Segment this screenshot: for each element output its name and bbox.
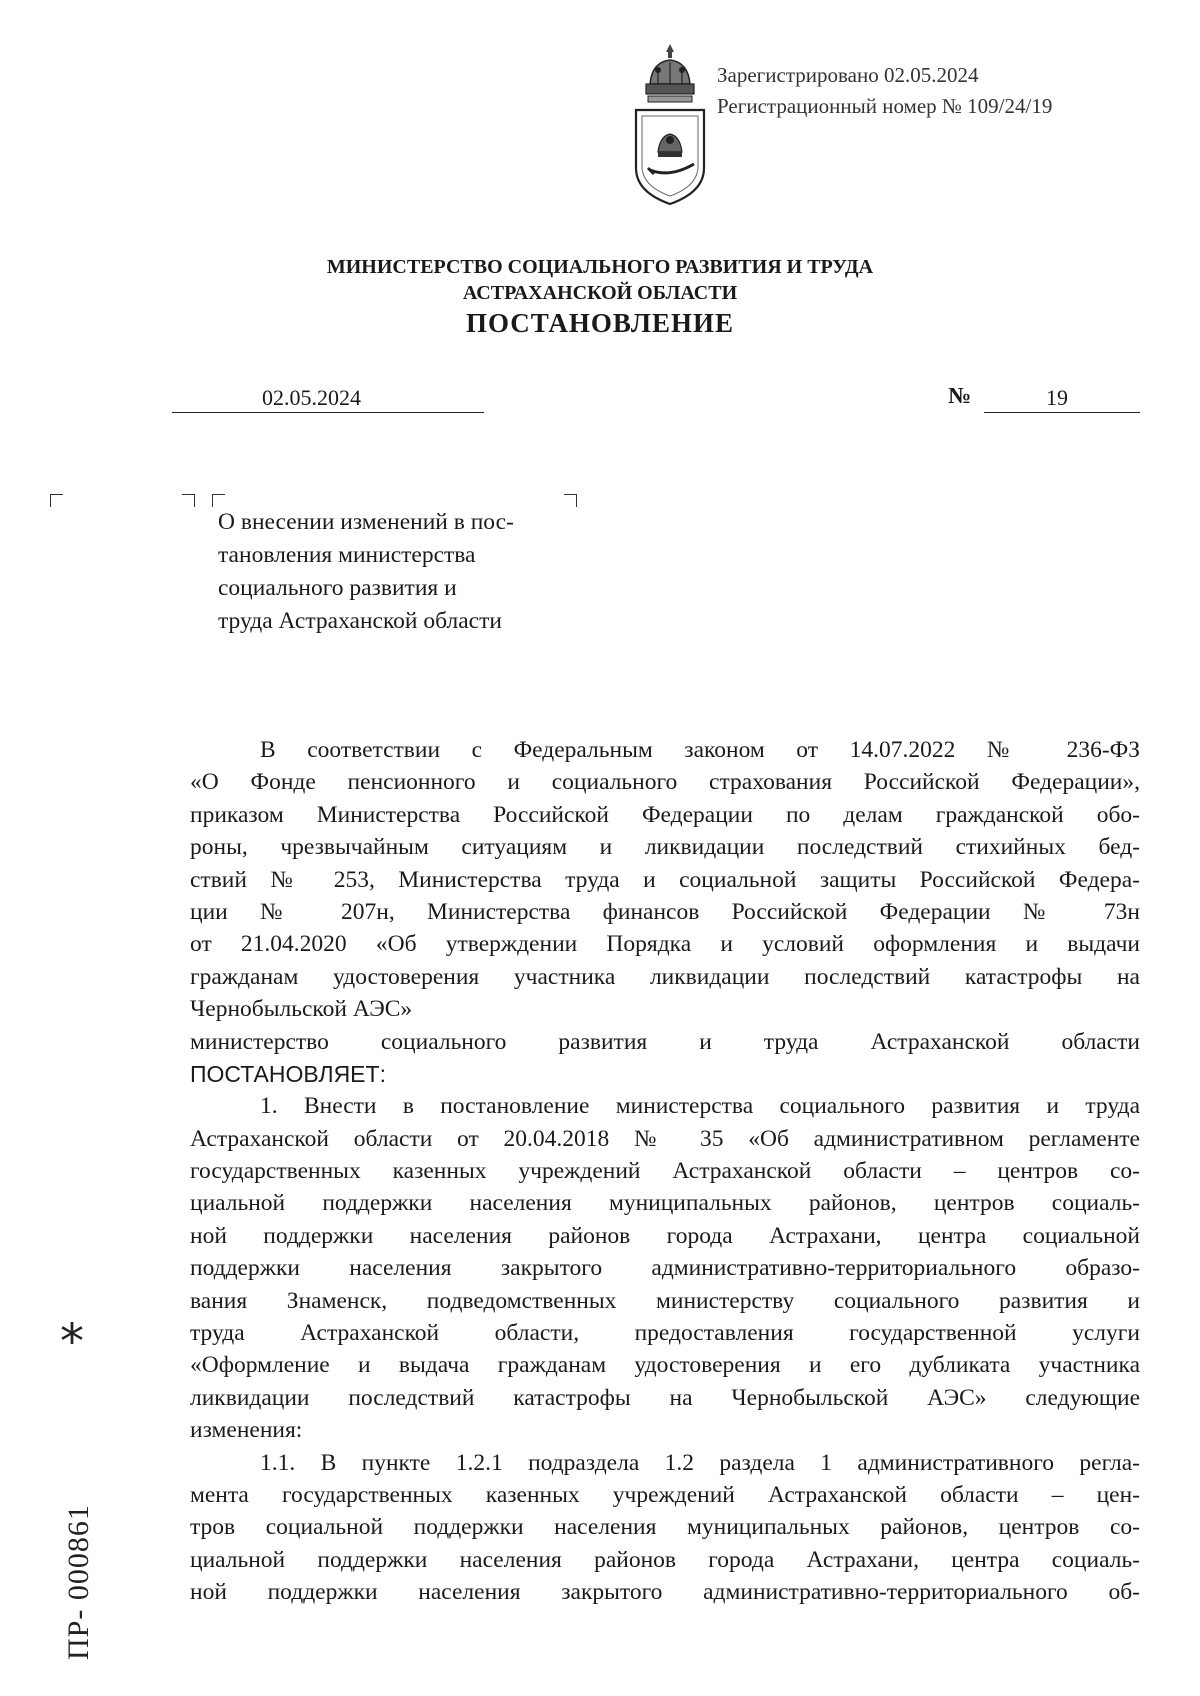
resolves-heading: ПОСТАНОВЛЯЕТ: bbox=[190, 1060, 386, 1087]
date-field bbox=[172, 384, 484, 413]
body-line: от 21.04.2020 «Об утверждении Порядка и условий оформления и выдачи bbox=[190, 931, 1140, 958]
document-date: 02.05.2024 bbox=[262, 385, 361, 410]
ministry-name-line1: МИНИСТЕРСТВО СОЦИАЛЬНОГО РАЗВИТИЯ И ТРУДА bbox=[326, 256, 874, 278]
body-line: «Оформление и выдача гражданам удостоверения и его дубликата участника bbox=[190, 1352, 1140, 1379]
subject-line: О внесении изменений в пос- bbox=[218, 509, 514, 535]
body-line: приказом Министерства Российской Федерации по делам гражданской обо- bbox=[190, 801, 1140, 828]
document-number: 19 bbox=[1046, 385, 1068, 410]
body-line: 1.1. В пункте 1.2.1 подраздела 1.2 раздела 1 административного регла- bbox=[260, 1449, 1140, 1476]
body-line: 1. Внести в постановление министерства социального развития и труда bbox=[260, 1093, 1140, 1120]
body-line: вания Знаменск, подведомственных министерству социального развития и bbox=[190, 1287, 1140, 1314]
corner-mark bbox=[564, 494, 577, 507]
body-line: государственных казенных учреждений Астраханской области – центров со- bbox=[190, 1158, 1140, 1185]
corner-mark bbox=[50, 494, 63, 507]
body-line: ции № 207н, Министерства финансов Российской Федерации № 73н bbox=[190, 898, 1140, 925]
ministry-name-line2: АСТРАХАНСКОЙ ОБЛАСТИ bbox=[462, 282, 738, 304]
registration-number: Регистрационный номер № 109/24/19 bbox=[717, 94, 1053, 118]
coat-of-arms-icon bbox=[628, 40, 712, 214]
number-field bbox=[984, 384, 1140, 413]
subject-line: труда Астраханской области bbox=[218, 608, 502, 634]
body-line: труда Астраханской области, предоставления государственной услуги bbox=[190, 1320, 1140, 1347]
subject-line: социального развития и bbox=[218, 575, 457, 601]
body-line: роны, чрезвычайным ситуациям и ликвидации последствий стихийных бед- bbox=[190, 834, 1140, 861]
body-line: циальной поддержки населения районов города Астрахани, центра социаль- bbox=[190, 1546, 1140, 1573]
margin-asterisk: * bbox=[60, 1314, 84, 1370]
body-line: Чернобыльской АЭС» bbox=[190, 996, 413, 1023]
body-line: ной поддержки населения районов города Астрахани, центра социальной bbox=[190, 1222, 1140, 1249]
margin-form-code: ПР- 000861 bbox=[62, 1504, 95, 1660]
body-line: гражданам удостоверения участника ликвидации последствий катастрофы на bbox=[190, 963, 1140, 990]
number-sign: № bbox=[948, 383, 972, 408]
registration-stamp bbox=[717, 60, 1052, 122]
body-line: В соответствии с Федеральным законом от 14.07.2022 № 236-ФЗ bbox=[260, 737, 1140, 763]
body-line: ствий № 253, Министерства труда и социальной защиты Российской Федера- bbox=[190, 866, 1140, 893]
body-line: «О Фонде пенсионного и социального страхования Российской Федерации», bbox=[190, 769, 1140, 796]
document-body bbox=[190, 734, 1140, 1609]
body-line: Астраханской области от 20.04.2018 № 35 «Об административном регламенте bbox=[190, 1125, 1140, 1152]
body-line: поддержки населения закрытого административно-территориального образо- bbox=[190, 1255, 1140, 1282]
body-line: ликвидации последствий катастрофы на Чернобыльской АЭС» следующие bbox=[190, 1384, 1140, 1411]
document-type: ПОСТАНОВЛЕНИЕ bbox=[465, 308, 735, 338]
corner-mark bbox=[182, 494, 195, 507]
body-line: циальной поддержки населения муниципальных районов, центров социаль- bbox=[190, 1190, 1140, 1217]
body-line: изменения: bbox=[190, 1417, 303, 1444]
document-subject bbox=[218, 506, 514, 638]
subject-line: тановления министерства bbox=[218, 542, 476, 568]
body-line: министерство социального развития и труда Астраханской области bbox=[190, 1028, 1140, 1055]
body-line: тров социальной поддержки населения муниципальных районов, центров со- bbox=[190, 1514, 1140, 1541]
body-line: ной поддержки населения закрытого административно-территориального об- bbox=[190, 1579, 1140, 1606]
registration-date: Зарегистрировано 02.05.2024 bbox=[717, 63, 979, 87]
body-line: мента государственных казенных учреждений Астраханской области – цен- bbox=[190, 1481, 1140, 1508]
